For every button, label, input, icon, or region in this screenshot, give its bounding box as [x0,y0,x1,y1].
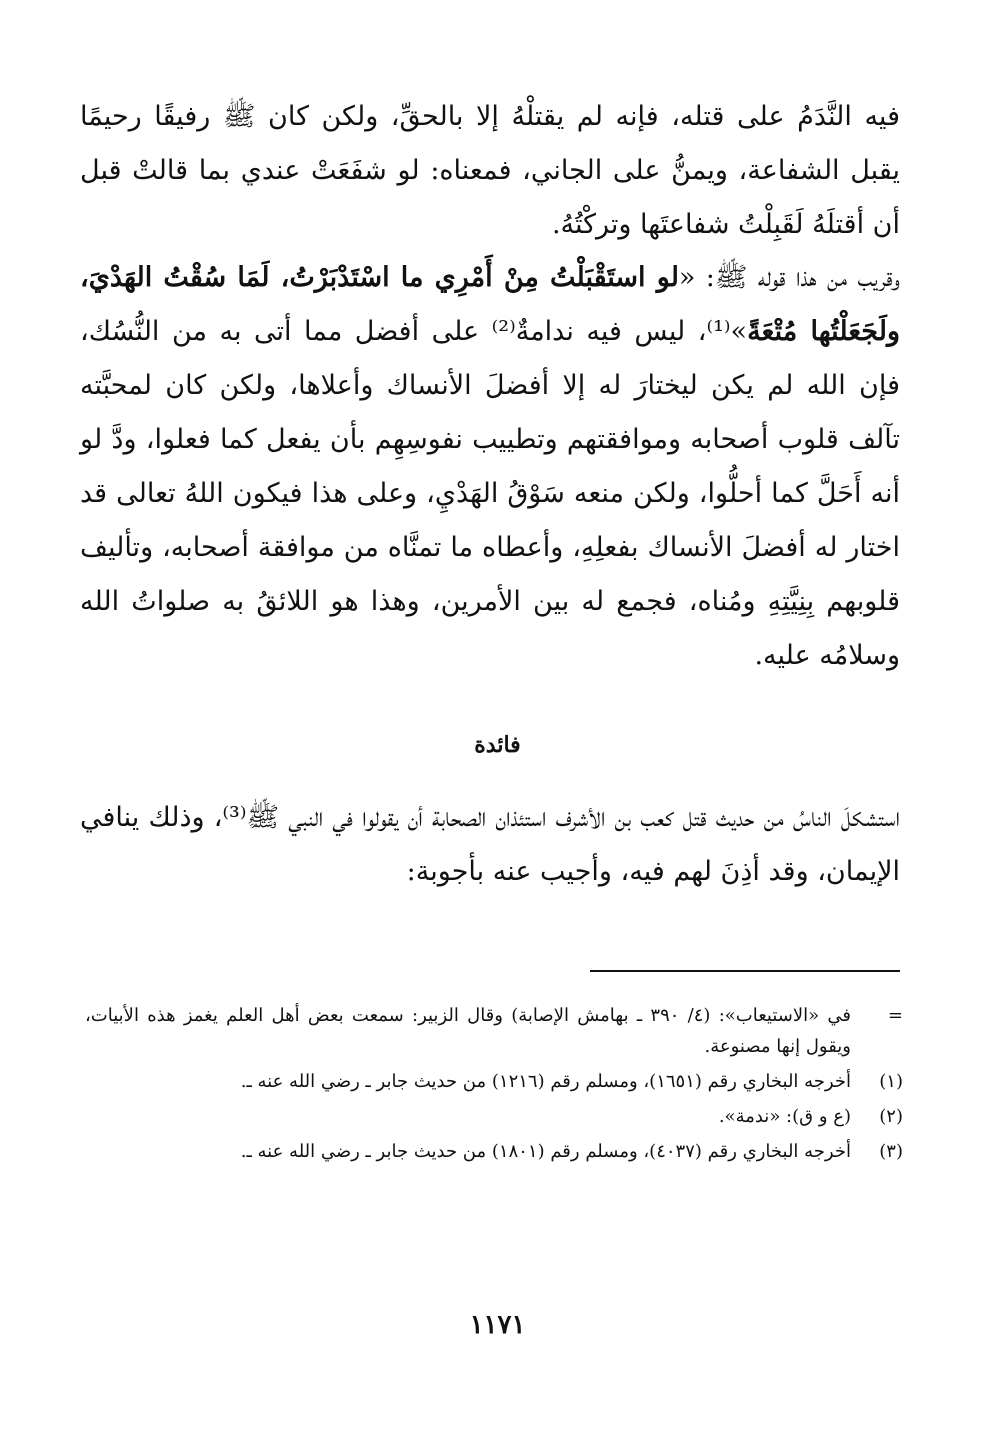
body-paragraph-3: استشكلَ الناسُ من حديث قتل كعب بن الأشرف استئذان الصحابة أن يقولوا في النبي ﷺ⁽³⁾، وذلك ينافي الإيمان، وقد أذِنَ لهم فيه، وأجيب عنه بأجوبة: [80,802,900,887]
footnote-text: (ع و ق): «ندمة». [718,1106,851,1127]
footnote-marker: = [887,1005,903,1026]
footnotes [85,1000,907,1171]
paragraph-2-intro: وقريب من هذا قوله ﷺ: « [678,262,900,293]
section-heading: فائدة [474,732,521,758]
footnote-marker: (١) [879,1071,903,1092]
body-paragraph-2 [80,251,900,683]
footnote-1 [85,1066,907,1097]
hadith-quote: لو استَقْبَلْتُ مِنْ أَمْرِي ما اسْتَدْبَرْتُ، لَمَا سُقْتُ الهَدْيَ، ولَجَعَلْتُها مُتْعَةً [80,262,900,347]
footnote-marker: (٣) [879,1141,903,1162]
footnote-text: أخرجه البخاري رقم (١٦٥١)، ومسلم رقم (١٢١٦) من حديث جابر ـ رضي الله عنه ـ. [240,1071,851,1092]
footnote-divider [590,970,900,972]
footnote-2 [85,1101,907,1132]
footnote-text: أخرجه البخاري رقم (٤٠٣٧)، ومسلم رقم (١٨٠١) من حديث جابر ـ رضي الله عنه ـ. [240,1141,851,1162]
page-number: ١١٧١ [469,1310,526,1340]
footnote-3 [85,1136,907,1167]
footnote-marker: (٢) [879,1106,903,1127]
paragraph-2-rest: »⁽¹⁾، ليس فيه ندامةٌ⁽²⁾ على أفضل مما أتى به من النُّسُك، فإن الله لم يكن ليختارَ له إلا أفضلَ الأنساك وأعلاها، ولكن كان لمحبَّته تآلف قلوب أصحابه وموافقتهم وتطييب نفوسِهِم بأن يفعل كما فعلوا، ودَّ لو أنه أَحَلَّ كما أحلُّوا، ولكن منعه سَوْقُ الهَدْيِ، وعلى هذا فيكون اللهُ تعالى قد اختار له أفضلَ الأنساك بفعلِهِ، وأعطاه ما تمنَّاه من موافقة أصحابه، وتأليف قلوبهم بِنِيَّتِهِ ومُناه، فجمع له بين الأمرين، وهذا هو اللائقُ به صلواتُ الله وسلامُه عليه. [80,316,900,671]
body-paragraph-1: فيه النَّدَمُ على قتله، فإنه لم يقتلْهُ إلا بالحقِّ، ولكن كان ﷺ رفيقًا رحيمًا يقبل الشفاعة، ويمنُّ على الجاني، فمعناه: لو شفَعَتْ عندي بما قالتْ قبل أن أقتلَهُ لَقَبِلْتُ شفاعتَها وتركْتُهُ. [80,101,900,240]
footnote-text: في «الاستيعاب»: (٤/ ٣٩٠ ـ بهامش الإصابة) وقال الزبير: سمعت بعض أهل العلم يغمز هذه الأبيات، ويقول إنها مصنوعة. [85,1005,851,1057]
footnote-continued [85,1000,907,1062]
